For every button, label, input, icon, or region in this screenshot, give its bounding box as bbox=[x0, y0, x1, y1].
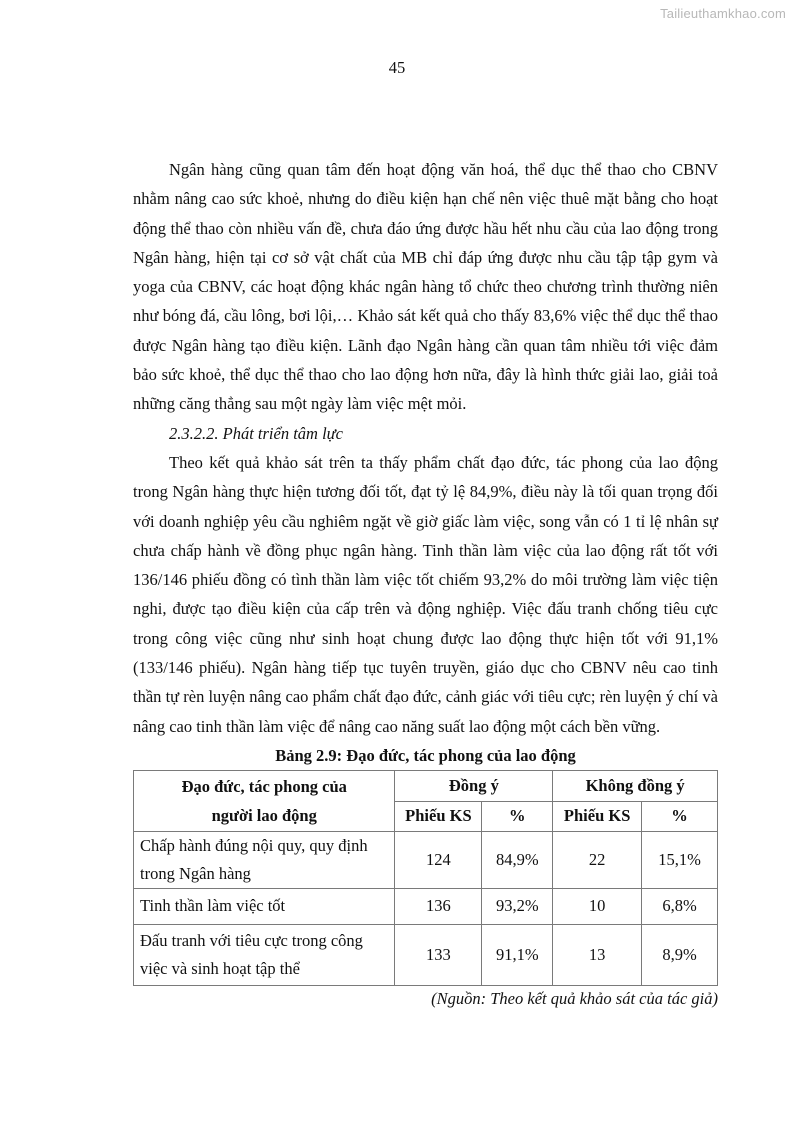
disagree-pct: 6,8% bbox=[642, 888, 718, 924]
table-row bbox=[134, 831, 718, 888]
watermark: Tailieuthamkhao.com bbox=[660, 6, 786, 21]
page-number: 45 bbox=[388, 58, 406, 77]
disagree-votes: 22 bbox=[553, 831, 642, 888]
agree-votes: 133 bbox=[395, 924, 482, 985]
header-disagree-percent: % bbox=[642, 801, 718, 831]
disagree-votes: 13 bbox=[553, 924, 642, 985]
disagree-pct: 15,1% bbox=[642, 831, 718, 888]
disagree-pct: 8,9% bbox=[642, 924, 718, 985]
header-disagree-votes: Phiếu KS bbox=[553, 801, 642, 831]
agree-votes: 124 bbox=[395, 831, 482, 888]
header-agree-percent: % bbox=[482, 801, 553, 831]
agree-votes: 136 bbox=[395, 888, 482, 924]
table-row bbox=[134, 924, 718, 985]
table-source: (Nguồn: Theo kết quả khảo sát của tác giả) bbox=[431, 988, 718, 1008]
disagree-votes: 10 bbox=[553, 888, 642, 924]
row-label: Tinh thần làm việc tốt bbox=[134, 888, 395, 924]
document-body bbox=[133, 155, 718, 1012]
paragraph: Ngân hàng cũng quan tâm đến hoạt động văn hoá, thể dục thể thao cho CBNV nhằm nâng cao sức khoẻ, nhưng do điều kiện hạn chế nên việc thuê mặt bằng cho hoạt động thể thao còn nhiều vấn đề, chưa đáo ứng được hầu hết nhu cầu của lao động trong Ngân hàng, hiện tại cơ sở vật chất của MB chỉ đáp ứng được nhu cầu tập tập gym và yoga của CBNV, các hoạt động khác ngân hàng tổ chức theo chương trình thường niên như bóng đá, cầu lông, bơi lội,… Khảo sát kết quả cho thấy 83,6% việc thể dục thể thao được Ngân hàng tạo điều kiện. Lãnh đạo Ngân hàng cần quan tâm nhiều tới việc đảm bảo sức khoẻ, thể dục thể thao cho lao động hơn nữa, đây là hình thức giải lao, giải toả những căng thẳng sau một ngày làm việc mệt mỏi. bbox=[133, 160, 718, 414]
agree-pct: 84,9% bbox=[482, 831, 553, 888]
table-header-row bbox=[134, 770, 718, 801]
header-disagree: Không đồng ý bbox=[553, 770, 718, 801]
ethics-table bbox=[133, 770, 718, 986]
row-label: Chấp hành đúng nội quy, quy định trong Ngân hàng bbox=[134, 831, 395, 888]
header-agree-votes: Phiếu KS bbox=[395, 801, 482, 831]
agree-pct: 93,2% bbox=[482, 888, 553, 924]
section-heading: 2.3.2.2. Phát triển tâm lực bbox=[169, 423, 343, 443]
header-criteria: Đạo đức, tác phong của người lao động bbox=[134, 770, 395, 831]
table-caption: Bảng 2.9: Đạo đức, tác phong của lao động bbox=[275, 745, 576, 765]
header-agree: Đồng ý bbox=[395, 770, 553, 801]
agree-pct: 91,1% bbox=[482, 924, 553, 985]
table-row bbox=[134, 888, 718, 924]
row-label: Đấu tranh với tiêu cực trong công việc và sinh hoạt tập thể bbox=[134, 924, 395, 985]
paragraph: Theo kết quả khảo sát trên ta thấy phẩm chất đạo đức, tác phong của lao động trong Ngân hàng thực hiện tương đối tốt, đạt tỷ lệ 84,9%, điều này là tối quan trọng đối với doanh nghiệp yêu cầu nghiêm ngặt về giờ giấc làm việc, song vẫn có 1 tỉ lệ nhân sự chưa chấp hành về đồng phục ngân hàng. Tinh thần làm việc của lao động rất tốt với 136/146 phiếu đồng có tình thần làm việc tốt chiếm 93,2% do môi trường làm việc tiện nghi, được tạo điều kiện của cấp trên và động nghiệp. Việc đấu tranh chống tiêu cực trong công việc cũng như sinh hoạt chung được lao động thực hiện tốt với 91,1% (133/146 phiếu). Ngân hàng tiếp tục tuyên truyền, giáo dục cho CBNV nêu cao tinh thần tự rèn luyện nâng cao phẩm chất đạo đức, cảnh giác với tiêu cực; rèn luyện ý chí và nâng cao tinh thần làm việc để nâng cao năng suất lao động một cách bền vững. bbox=[133, 452, 718, 736]
